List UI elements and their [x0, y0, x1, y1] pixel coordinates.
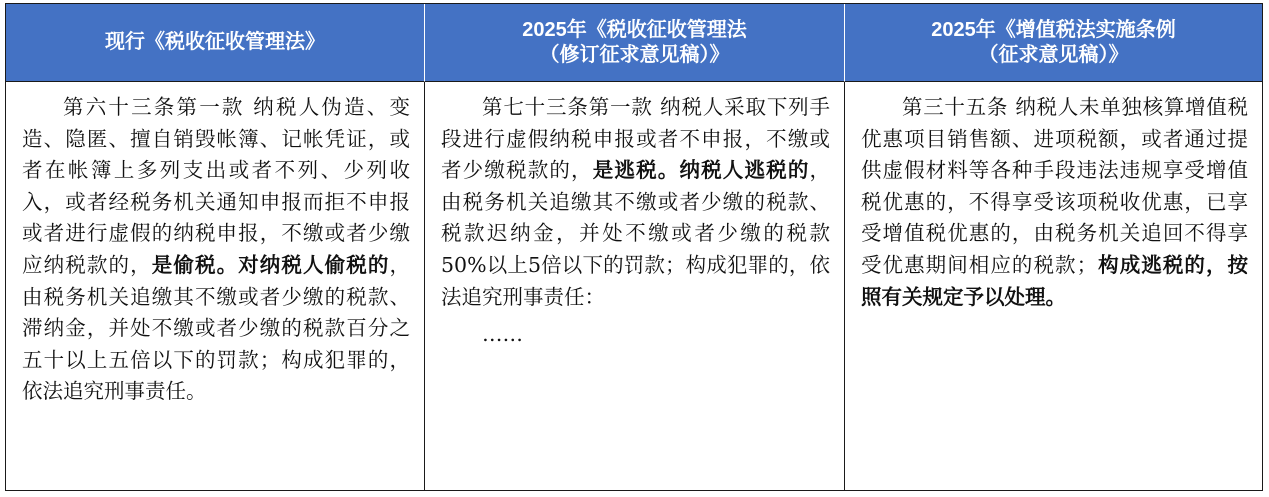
header-line-2: （修订征求意见稿）》 — [539, 43, 730, 66]
header-current-law — [6, 4, 425, 82]
article-text-part-2: ，由税务机关追缴其不缴或者少缴的税款、滞纳金，并处不缴或者少缴的税款百分之五十以上五倍以下的罚款；构成犯罪的，依法追究刑事责任。 — [22, 252, 411, 404]
header-line-1: 2025年《增值税法实施条例 — [931, 18, 1176, 41]
cell-revised-draft-text — [425, 82, 845, 490]
article-text-part-1: 第七十三条第一款 纳税人采取下列手段进行虚假纳税申报或者不申报，不缴或者少缴税款的， — [441, 95, 830, 183]
omitted-text-ellipsis: …… — [482, 322, 523, 347]
article-text-part-2: ，由税务机关追缴其不缴或者少缴的税款、税款迟纳金，并处不缴或者少缴的税款50%以上5倍以下的罚款；构成犯罪的，依法追究刑事责任： — [441, 158, 831, 309]
cell-vat-regulation-text — [845, 82, 1262, 490]
article-bold-text: 是偷税。对纳税人偷税的 — [151, 252, 390, 277]
article-bold-text: 构成逃税的，按照有关规定予以处理。 — [861, 252, 1249, 309]
article-text-part-1: 第六十三条第一款 纳税人伪造、变造、隐匿、擅自销毁帐簿、记帐凭证，或者在帐簿上多列支出或者不列、少列收入，或者经税务机关通知申报而拒不申报或者进行虚假的纳税申报，不缴或者少缴应纳税款的， — [22, 95, 410, 277]
article-35-paragraph — [861, 92, 1248, 313]
cell-current-law-text — [6, 82, 425, 490]
article-63-paragraph — [22, 92, 410, 408]
header-2025-revised-draft — [425, 4, 845, 82]
article-text-part-1: 第三十五条 纳税人未单独核算增值税优惠项目销售额、进项税额，或者通过提供虚假材料等各种手段违法违规享受增值税优惠的，不得享受该项税收优惠，已享受增值税优惠的，由税务机关追回不得享受优惠期间相应的税款； — [861, 95, 1248, 277]
header-line-1: 2025年《税收征收管理法 — [522, 18, 747, 41]
header-line-1: 现行《税收征收管理法》 — [105, 31, 325, 53]
article-73-paragraph — [441, 92, 830, 313]
article-bold-text: 是逃税。纳税人逃税的 — [592, 158, 810, 183]
header-line-2: （征求意见稿）》 — [978, 43, 1129, 66]
header-2025-vat-regulation-draft — [845, 4, 1262, 82]
comparison-table — [5, 3, 1263, 491]
